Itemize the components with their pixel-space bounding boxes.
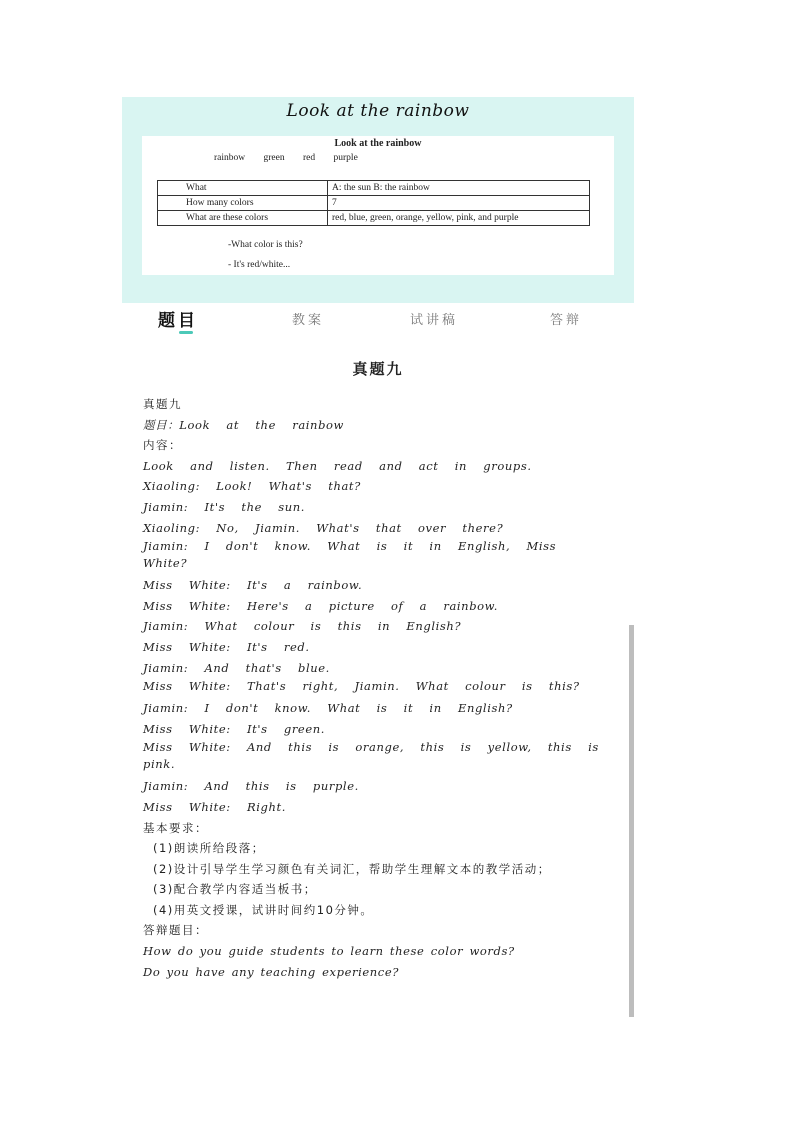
- text-line: Look and listen. Then read and act in groups.: [143, 458, 532, 473]
- tab-question[interactable]: 题目: [158, 311, 198, 331]
- card-title: Look at the rainbow: [334, 138, 422, 149]
- dialog-line: -What color is this?: [228, 240, 303, 250]
- table-key: How many colors: [158, 196, 328, 211]
- table-key: What: [158, 181, 328, 196]
- text-line: Miss White: Here's a picture of a rainbow.: [143, 598, 499, 613]
- table-row: [158, 211, 590, 226]
- section-heading: 真题九: [143, 397, 182, 411]
- text-line: Miss White: It's a rainbow.: [143, 578, 363, 593]
- info-table: [157, 180, 590, 226]
- defense-label: 答辩题目：: [143, 923, 208, 938]
- tab-defense[interactable]: 答辩: [550, 313, 583, 328]
- text-line: Xiaoling: No, Jiamin. What's that over there?: [143, 520, 504, 535]
- text-line: Miss White: It's green.: [143, 721, 325, 736]
- requirements-label: 基本要求：: [143, 820, 208, 835]
- word: green: [263, 153, 285, 163]
- table-value: A: the sun B: the rainbow: [328, 181, 590, 196]
- requirement-item: (3)配合教学内容适当板书；: [153, 882, 317, 897]
- dialog-line: - It's red/white...: [228, 260, 291, 270]
- table-value: red, blue, green, orange, yellow, pink, and purple: [328, 211, 590, 226]
- active-tab-indicator: [179, 331, 193, 334]
- text-line: Jiamin: It's the sun.: [143, 499, 306, 514]
- table-key: What are these colors: [158, 211, 328, 226]
- text-line: Miss White: It's red.: [143, 639, 310, 654]
- content-label: 内容：: [143, 438, 182, 453]
- vocabulary-words: [214, 153, 374, 163]
- tab-trial-script[interactable]: 试讲稿: [410, 313, 459, 328]
- text-line: Miss White: That's right, Jiamin. What colour is this?: [143, 679, 580, 694]
- textbook-card: [142, 136, 614, 275]
- banner-title: Look at the rainbow: [286, 101, 470, 121]
- lesson-banner: [122, 97, 634, 303]
- table-row: [158, 196, 590, 211]
- word: rainbow: [214, 153, 246, 163]
- text-line: Miss White: And this is orange, this is yellow, this is pink.: [143, 740, 599, 772]
- word: red: [303, 153, 316, 163]
- text-line: Jiamin: And this is purple.: [143, 779, 359, 794]
- text-line: Jiamin: I don't know. What is it in English?: [143, 701, 513, 716]
- table-value: 7: [328, 196, 590, 211]
- text-line: Xiaoling: Look! What's that?: [143, 479, 361, 494]
- page-title: 真题九: [352, 360, 404, 378]
- text-line: Jiamin: I don't know. What is it in English, Miss White?: [143, 539, 557, 571]
- topic-line: 题目：Look at the rainbow: [143, 417, 344, 432]
- table-row: [158, 181, 590, 196]
- text-line: Jiamin: And that's blue.: [143, 660, 330, 675]
- requirement-item: (2)设计引导学生学习颜色有关词汇，帮助学生理解文本的教学活动；: [153, 861, 551, 876]
- defense-question: Do you have any teaching experience?: [143, 964, 400, 979]
- tab-lesson-plan[interactable]: 教案: [292, 313, 325, 328]
- requirement-item: (4)用英文授课，试讲时间约10分钟。: [153, 902, 374, 917]
- text-line: Miss White: Right.: [143, 799, 286, 814]
- tab-bar: [122, 303, 634, 335]
- vertical-scrollbar[interactable]: [629, 625, 634, 1017]
- document-body: [143, 394, 608, 982]
- text-line: Jiamin: What colour is this in English?: [143, 619, 462, 634]
- defense-question: How do you guide students to learn these color words?: [143, 944, 515, 959]
- requirement-item: (1)朗读所给段落；: [153, 841, 265, 856]
- word: purple: [333, 153, 358, 163]
